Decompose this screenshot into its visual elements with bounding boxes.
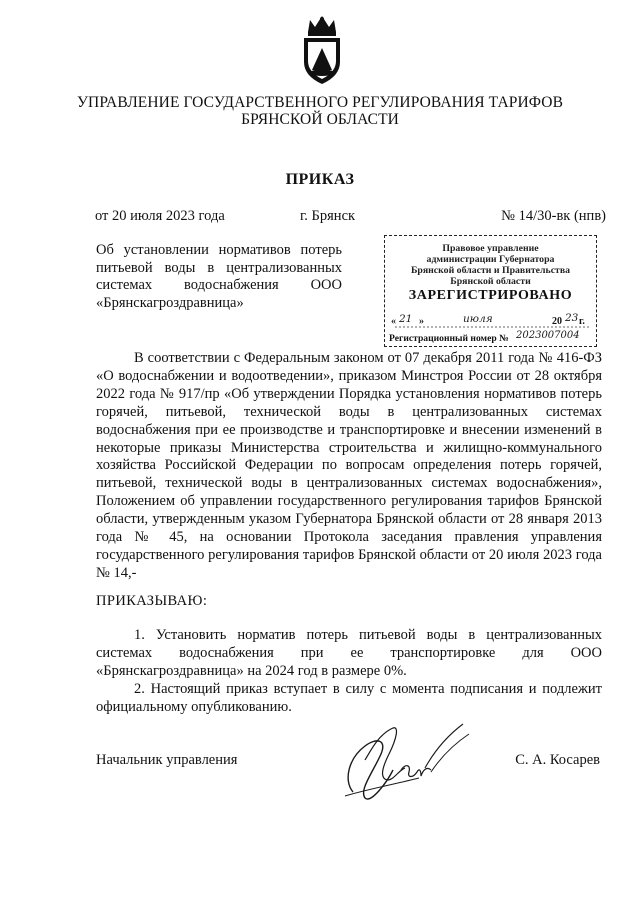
document-subject [96,242,342,312]
stamp-day-close-quote: » [419,316,424,327]
stamp-reg-number-label: Регистрационный номер № [389,333,509,344]
stamp-year-handwritten: 23 [565,312,579,324]
document-date: от 20 июля 2023 года [95,208,225,224]
document-city: г. Брянск [300,208,356,224]
stamp-line-1: Правовое управление [442,243,539,254]
handwritten-signature [335,720,475,805]
order-item: 2. Настоящий приказ вступает в силу с момента подписания и подлежит официальному опубликованию. [96,680,602,715]
order-items [96,627,602,717]
preamble-block [96,350,602,583]
org-line-2: БРЯНСКОЙ ОБЛАСТИ [241,111,399,128]
stamp-line-2: администрации Губернатора [426,254,555,265]
organization-name [60,94,580,128]
order-item: 1. Установить норматив потерь питьевой воды в централизованных системах водоснабжения при ее транспортировке для ООО «Брянскагроздравница» на 2024 год в размере 0%. [96,627,602,679]
subject-line: системах водоснабжения ООО [96,277,342,293]
subject-line: «Брянскагроздравница» [96,294,244,311]
registration-stamp [384,235,597,347]
subject-line: Об установлении нормативов потерь [96,242,342,258]
org-line-1: УПРАВЛЕНИЕ ГОСУДАРСТВЕННОГО РЕГУЛИРОВАНИЯ ТАРИФОВ [76,94,564,111]
document-number: № 14/30-вк (нпв) [501,208,606,224]
stamp-line-4: Брянской области [450,276,531,287]
signer-name: С. А. Косарев [515,752,600,768]
stamp-date-underline [395,326,591,329]
stamp-line-3: Брянской области и Правительства [410,265,571,276]
stamp-reg-number-handwritten: 2023007004 [516,330,580,341]
stamp-registered-label: ЗАРЕГИСТРИРОВАНО [408,288,573,303]
order-word: ПРИКАЗЫВАЮ: [96,593,208,609]
stamp-year-prefix: 20 [552,316,562,327]
signer-position: Начальник управления [96,752,238,768]
stamp-day-open-quote: « [391,316,396,327]
stamp-month-handwritten: июля [463,313,493,325]
stamp-year-suffix: г. [579,316,585,327]
subject-line: питьевой воды в централизованных [96,259,342,276]
preamble-paragraph: В соответствии с Федеральным законом от 07 декабря 2011 года № 416-ФЗ «О водоснабжении и водоотведении», приказом Минстроя России от 28 октября 2022 года № 917/пр «Об утверждении Порядка установления нормативов потерь горячей, питьевой, технической воды в централизованных системах водоснабжения при ее производстве и транспортировке и внесении изменений в некоторые приказы Министерства строительства и жилищно-коммунального хозяйства Российской Федерации по вопросам определения потерь горячей, питьевой, технической воды в централизованных системах водоснабжения», Положением об управлении государственного регулирования тарифов Брянской области, утвержденным указом Губернатора Брянской области от 28 января 2013 года № 45, на основании Протокола заседания правления управления государственного регулирования тарифов Брянской области от 20 июля 2023 года № 14,- [96,350,602,581]
document-title: ПРИКАЗ [285,171,355,188]
stamp-day-handwritten: 21 [399,313,413,325]
coat-of-arms-emblem [300,14,344,86]
